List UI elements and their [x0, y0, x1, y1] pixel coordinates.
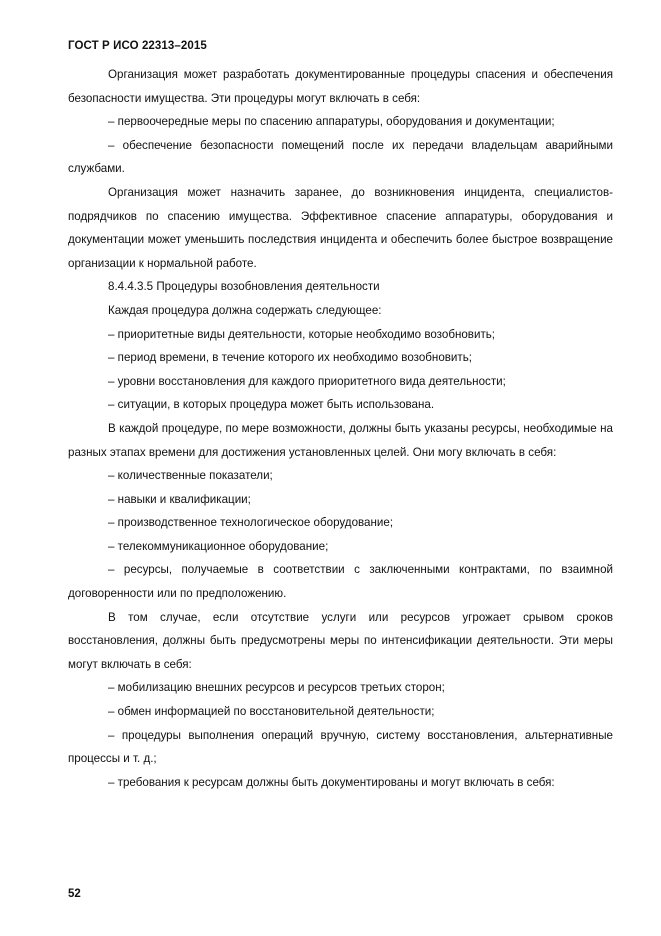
document-header: ГОСТ Р ИСО 22313–2015 [68, 40, 207, 52]
document-body [68, 63, 613, 794]
paragraph: В том случае, если отсутствие услуги или ресурсов угрожает срывом сроков восстановления, должны быть предусмотрены меры по интенсификации деятельности. Эти меры могут включать в себя: [68, 610, 613, 671]
list-item: – телекоммуникационное оборудование; [108, 539, 329, 553]
list-item: – обеспечение безопасности помещений после их передачи владельцам аварийными службами. [68, 138, 613, 176]
list-item: – уровни восстановления для каждого приоритетного вида деятельности; [108, 374, 506, 388]
paragraph: Организация может назначить заранее, до возникновения инцидента, специалистов-подрядчиков по спасению имущества. Эффективное спасение аппаратуры, оборудования и документации может уменьшить последствия инцидента и обеспечить более быстрое возвращение организации к нормальной работе. [68, 185, 613, 270]
section-heading: 8.4.4.3.5 Процедуры возобновления деятельности [108, 280, 380, 294]
list-item: – производственное технологическое оборудование; [108, 516, 394, 530]
list-item: – ресурсы, получаемые в соответствии с заключенными контрактами, по взаимной договоренности или по предположению. [68, 563, 613, 601]
list-item: – обмен информацией по восстановительной деятельности; [108, 705, 435, 719]
list-item: – навыки и квалификации; [108, 492, 251, 506]
list-item: – ситуации, в которых процедура может быть использована. [108, 398, 435, 412]
list-item: – первоочередные меры по спасению аппаратуры, оборудования и документации; [108, 115, 555, 129]
list-item: – количественные показатели; [108, 469, 273, 483]
paragraph: Организация может разработать документированные процедуры спасения и обеспечения безопасности имущества. Эти процедуры могут включать в себя: [68, 68, 613, 105]
list-item: – мобилизацию внешних ресурсов и ресурсов третьих сторон; [108, 681, 445, 695]
list-item: – приоритетные виды деятельности, которые необходимо возобновить; [108, 327, 496, 341]
list-item: – процедуры выполнения операций вручную, систему восстановления, альтернативные процессы и т. д.; [68, 728, 613, 766]
paragraph: В каждой процедуре, по мере возможности, должны быть указаны ресурсы, необходимые на разных этапах времени для достижения установленных целей. Они могу включать в себя: [68, 421, 613, 459]
paragraph: Каждая процедура должна содержать следующее: [108, 303, 382, 317]
list-item: – требования к ресурсам должны быть документированы и могут включать в себя: [108, 775, 555, 789]
list-item: – период времени, в течение которого их необходимо возобновить; [108, 351, 472, 365]
page-number: 52 [68, 888, 81, 900]
